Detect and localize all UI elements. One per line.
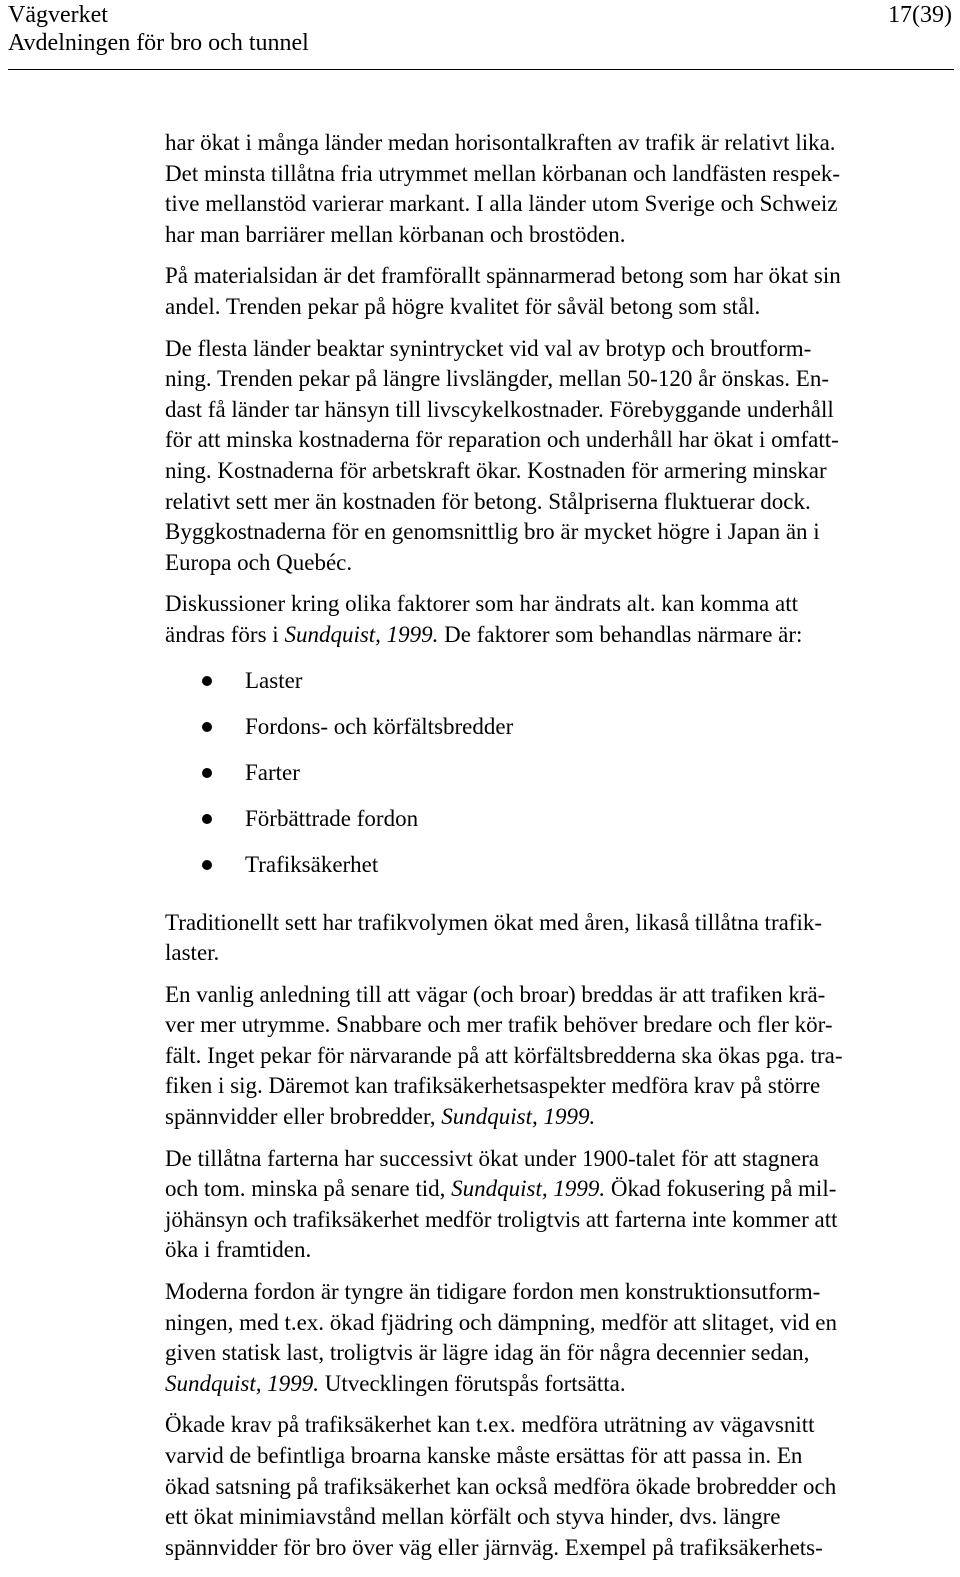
text-line: relativt sett mer än kostnaden för betong. Stålpriserna fluktuerar dock. [165, 488, 811, 514]
paragraph-2 [165, 261, 950, 322]
paragraph-4 [165, 589, 950, 650]
citation: Sundquist, 1999. [284, 621, 439, 647]
text-line: Diskussioner kring olika faktorer som har ändrats alt. kan komma att [165, 591, 798, 617]
text-line: En vanlig anledning till att vägar (och broar) breddas är att trafiken krä- [165, 981, 826, 1007]
list-item-label: Trafiksäkerhet [245, 851, 379, 877]
text-line: ningen, med t.ex. ökad fjädring och dämpning, medför att slitaget, vid en [165, 1309, 837, 1335]
text-line: varvid de befintliga broarna kanske måste ersättas för att passa in. En [165, 1443, 803, 1468]
citation: Sundquist, 1999. [451, 1176, 606, 1202]
text-line: spännvidder för bro över väg eller järnväg. Exempel på trafiksäkerhets- [165, 1534, 823, 1560]
document-body [165, 128, 950, 1574]
list-item-label: Farter [245, 759, 300, 785]
list-item-label: Förbättrade fordon [245, 805, 419, 831]
paragraph-6 [165, 980, 950, 1133]
factor-list [165, 666, 950, 896]
text-line [165, 1174, 950, 1205]
bullet-icon [202, 814, 212, 824]
text-line: öka i framtiden. [165, 1237, 312, 1263]
text-line: Europa och Quebéc. [165, 549, 353, 575]
citation: Sundquist, 1999. [441, 1104, 596, 1130]
list-item [165, 804, 950, 850]
text-line: given statisk last, troligtvis är lägre idag än för några decennier sedan, [165, 1340, 810, 1366]
text-line: andel. Trenden pekar på högre kvalitet för såväl betong som stål. [165, 293, 761, 319]
text-segment: och tom. minska på senare tid, [165, 1176, 452, 1202]
text-line: De tillåtna farterna har successivt ökat under 1900-talet för att stagnera [165, 1145, 819, 1171]
paragraph-5 [165, 908, 950, 969]
text-segment: spännvidder eller brobredder, [165, 1104, 442, 1130]
bullet-icon [202, 768, 212, 778]
text-line: Traditionellt sett har trafikvolymen ökat med åren, likaså tillåtna trafik- [165, 909, 823, 935]
text-line: jöhänsyn och trafiksäkerhet medför troligtvis att farterna inte kommer att [165, 1206, 838, 1232]
citation: Sundquist, 1999. [165, 1370, 319, 1396]
bullet-icon [202, 722, 212, 732]
text-segment: Utvecklingen förutspås fortsätta. [318, 1370, 626, 1396]
paragraph-9 [165, 1410, 950, 1563]
text-line [165, 1102, 950, 1133]
text-line: De flesta länder beaktar synintrycket vid val av brotyp och broutform- [165, 335, 812, 361]
text-line: ning. Trenden pekar på längre livslängder, mellan 50-120 år önskas. En- [165, 366, 830, 392]
list-item [165, 758, 950, 804]
text-line: ett ökat minimiavstånd mellan körfält och styva hinder, dvs. längre [165, 1504, 781, 1530]
text-line: ning. Kostnaderna för arbetskraft ökar. Kostnaden för armering minskar [165, 457, 827, 483]
text-line: ökad satsning på trafiksäkerhet kan också medföra ökade brobredder och [165, 1473, 837, 1499]
text-line: fiken i sig. Däremot kan trafiksäkerhetsaspekter medföra krav på större [165, 1073, 821, 1099]
list-item-label: Laster [245, 667, 303, 693]
text-line: har man barriärer mellan körbanan och brostöden. [165, 221, 626, 247]
text-segment: Ökad fokusering på mil- [605, 1176, 837, 1202]
text-line: Det minsta tillåtna fria utrymmet mellan körbanan och landfästen respek- [165, 160, 841, 186]
text-line [165, 620, 950, 651]
list-item [165, 850, 950, 896]
list-item [165, 712, 950, 758]
text-segment: De faktorer som behandlas närmare är: [438, 621, 803, 647]
text-line: dast få länder tar hänsyn till livscykelkostnader. Förebyggande underhåll [165, 396, 834, 422]
text-segment: ändras förs i [165, 621, 285, 647]
page-header [8, 0, 952, 70]
department-name: Avdelningen för bro och tunnel [8, 30, 309, 56]
bullet-icon [202, 860, 212, 870]
text-line: ver mer utrymme. Snabbare och mer trafik behöver bredare och fler kör- [165, 1012, 833, 1038]
paragraph-3 [165, 334, 950, 579]
page-number: 17(39) [888, 2, 952, 28]
header-divider [8, 69, 954, 70]
text-line: På materialsidan är det framförallt spännarmerad betong som har ökat sin [165, 263, 841, 289]
text-line: har ökat i många länder medan horisontalkraften av trafik är relativt lika. [165, 130, 836, 155]
organization-name: Vägverket [8, 2, 108, 28]
text-line: Moderna fordon är tyngre än tidigare fordon men konstruktionsutform- [165, 1279, 821, 1305]
text-line [165, 1369, 950, 1400]
text-line: fält. Inget pekar för närvarande på att körfältsbredderna ska ökas pga. tra- [165, 1042, 843, 1068]
list-item [165, 666, 950, 712]
list-item-label: Fordons- och körfältsbredder [245, 713, 514, 739]
paragraph-1 [165, 128, 950, 250]
text-line: för att minska kostnaderna för reparation och underhåll har ökat i omfatt- [165, 427, 839, 453]
text-line: laster. [165, 940, 220, 966]
text-line: tive mellanstöd varierar markant. I alla länder utom Sverige och Schweiz [165, 191, 838, 217]
paragraph-7 [165, 1144, 950, 1266]
text-line: Byggkostnaderna för en genomsnittlig bro är mycket högre i Japan än i [165, 519, 820, 545]
bullet-icon [202, 676, 212, 686]
text-line: Ökade krav på trafiksäkerhet kan t.ex. medföra uträtning av vägavsnitt [165, 1412, 815, 1438]
paragraph-8 [165, 1277, 950, 1399]
